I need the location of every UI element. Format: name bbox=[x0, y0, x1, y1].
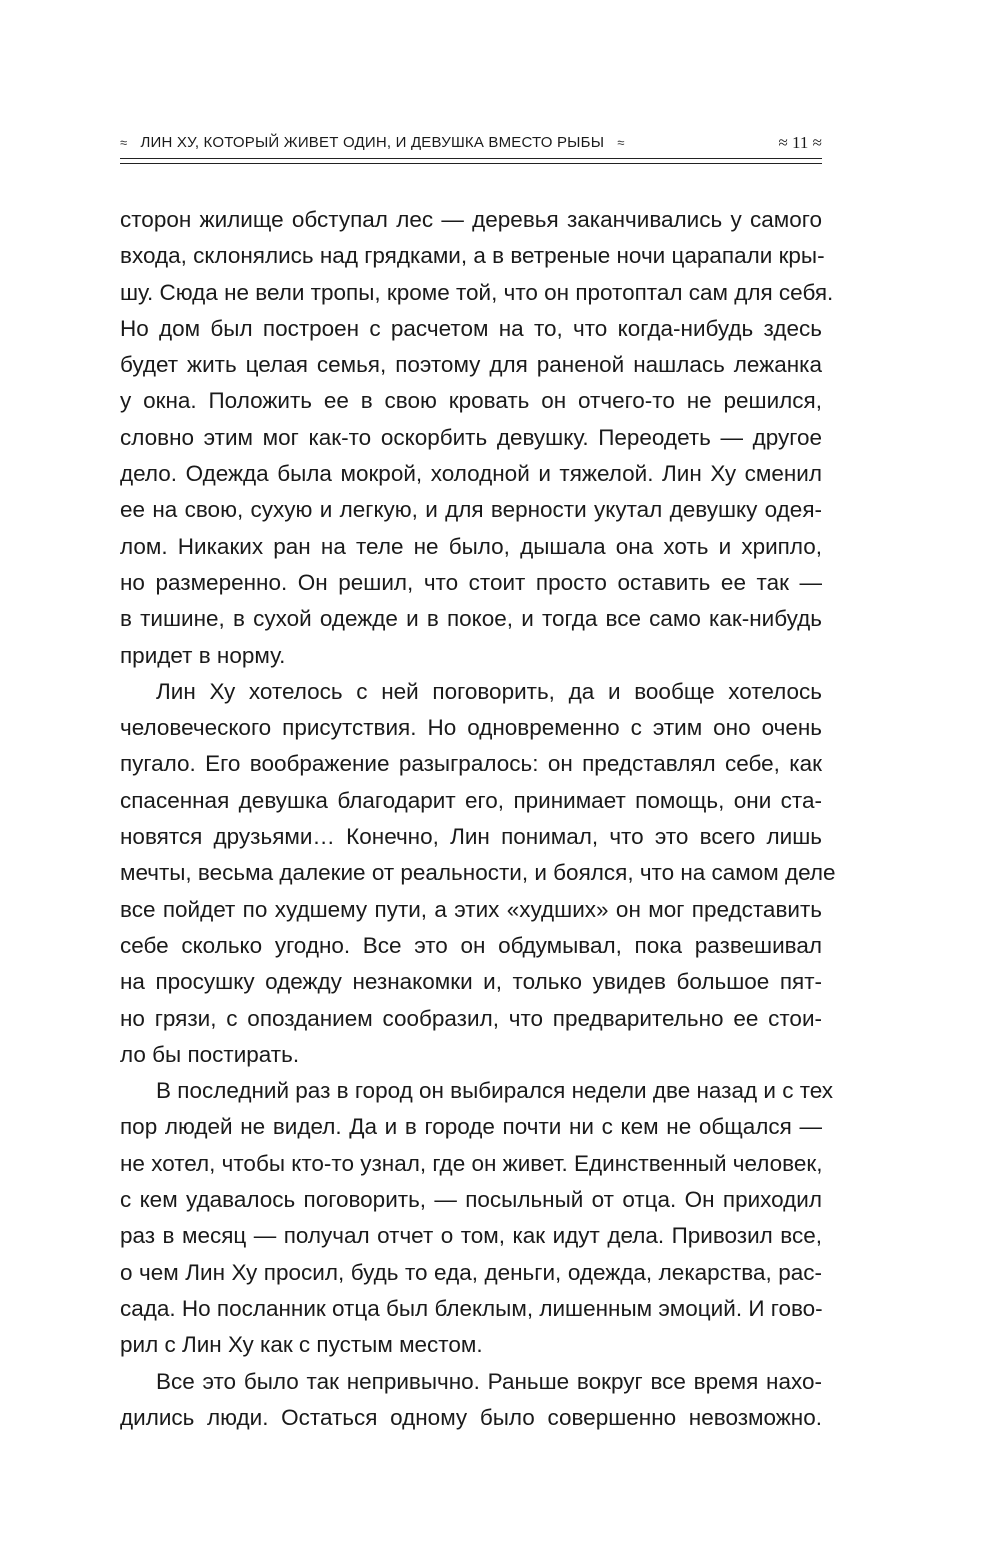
paragraph-last-line: рил с Лин Ху как с пустым местом. bbox=[120, 1332, 483, 1358]
text-line: словно этим мог как-то оскорбить девушку. Переодеть — другое bbox=[120, 424, 822, 450]
paragraph-first-line: В последний раз в город он выбирался недели две назад и с тех bbox=[156, 1078, 834, 1104]
text-line: дело. Одежда была мокрой, холодной и тяжелой. Лин Ху сменил bbox=[120, 461, 822, 487]
text-line: лом. Никаких ран на теле не было, дышала она хоть и хрипло, bbox=[120, 533, 822, 559]
text-line: Но дом был построен с расчетом на то, что когда-нибудь здесь bbox=[120, 315, 822, 341]
text-line: в тишине, в сухой одежде и в покое, и тогда все само как-нибудь bbox=[120, 606, 822, 632]
text-line: на просушку одежду незнакомки и, только увидев большое пят- bbox=[120, 969, 822, 995]
text-line: ее на свою, сухую и легкую, и для верности укутал девушку одея- bbox=[120, 497, 822, 523]
text-line: человеческого присутствия. Но одновременно с этим оно очень bbox=[120, 715, 822, 741]
text-line: мечты, весьма далекие от реальности, и боялся, что на самом деле bbox=[120, 860, 836, 886]
text-line: но размеренно. Он решил, что стоит просто оставить ее так — bbox=[120, 569, 822, 595]
text-line: у окна. Положить ее в свою кровать он отчего-то не решился, bbox=[120, 388, 822, 414]
ornament-right-icon: ≈ bbox=[617, 135, 625, 150]
text-line: себе сколько угодно. Все это он обдумывал, пока развешивал bbox=[120, 932, 822, 958]
running-head-title: ЛИН ХУ, КОТОРЫЙ ЖИВЕТ ОДИН, И ДЕВУШКА ВМЕСТО РЫБЫ bbox=[140, 134, 605, 151]
text-line: с кем удавалось поговорить, — посыльный от отца. Он приходил bbox=[120, 1187, 822, 1213]
paragraph-last-line: ло бы постирать. bbox=[120, 1041, 300, 1067]
text-line: будет жить целая семья, поэтому для раненой нашлась лежанка bbox=[120, 352, 822, 378]
paragraph-first-line: Лин Ху хотелось с ней поговорить, да и вообще хотелось bbox=[156, 678, 822, 704]
running-head bbox=[120, 130, 822, 156]
text-line: шу. Сюда не вели тропы, кроме той, что он протоптал сам для себя. bbox=[120, 279, 834, 305]
text-line: пугало. Его воображение разыгралось: он представлял себе, как bbox=[120, 751, 822, 777]
text-line: входа, склонялись над грядками, а в ветреные ночи царапали кры- bbox=[120, 243, 825, 269]
text-line: не хотел, чтобы кто-то узнал, где он живет. Единственный человек, bbox=[120, 1150, 823, 1176]
text-line: пор людей не видел. Да и в городе почти ни с кем не общался — bbox=[120, 1114, 822, 1140]
header-rule-top bbox=[120, 158, 822, 159]
ornament-left-icon: ≈ bbox=[120, 135, 128, 150]
paragraph-first-line: Все это было так непривычно. Раньше вокруг все время нахо- bbox=[156, 1368, 822, 1394]
text-line: раз в месяц — получал отчет о том, как идут дела. Привозил все, bbox=[120, 1223, 822, 1249]
text-line: сада. Но посланник отца был блеклым, лишенным эмоций. И гово- bbox=[120, 1295, 823, 1321]
page-number: ≈ 11 ≈ bbox=[778, 133, 822, 152]
text-line: все пойдет по худшему пути, а этих «худших» он мог представить bbox=[120, 896, 822, 922]
text-line: дились люди. Остаться одному было совершенно невозможно. bbox=[120, 1404, 822, 1430]
text-line: о чем Лин Ху просил, будь то еда, деньги, одежда, лекарства, рас- bbox=[120, 1259, 822, 1285]
text-line: но грязи, с опозданием сообразил, что предварительно ее стои- bbox=[120, 1005, 822, 1031]
text-line: сторон жилище обступал лес — деревья заканчивались у самого bbox=[120, 207, 822, 232]
text-line: спасенная девушка благодарит его, принимает помощь, они ста- bbox=[120, 787, 822, 813]
running-head-title-block bbox=[120, 130, 625, 156]
paragraph-last-line: придет в норму. bbox=[120, 642, 286, 668]
header-rule-bottom bbox=[120, 163, 822, 164]
body-text bbox=[120, 202, 836, 1436]
text-line: новятся друзьями… Конечно, Лин понимал, что это всего лишь bbox=[120, 824, 822, 850]
